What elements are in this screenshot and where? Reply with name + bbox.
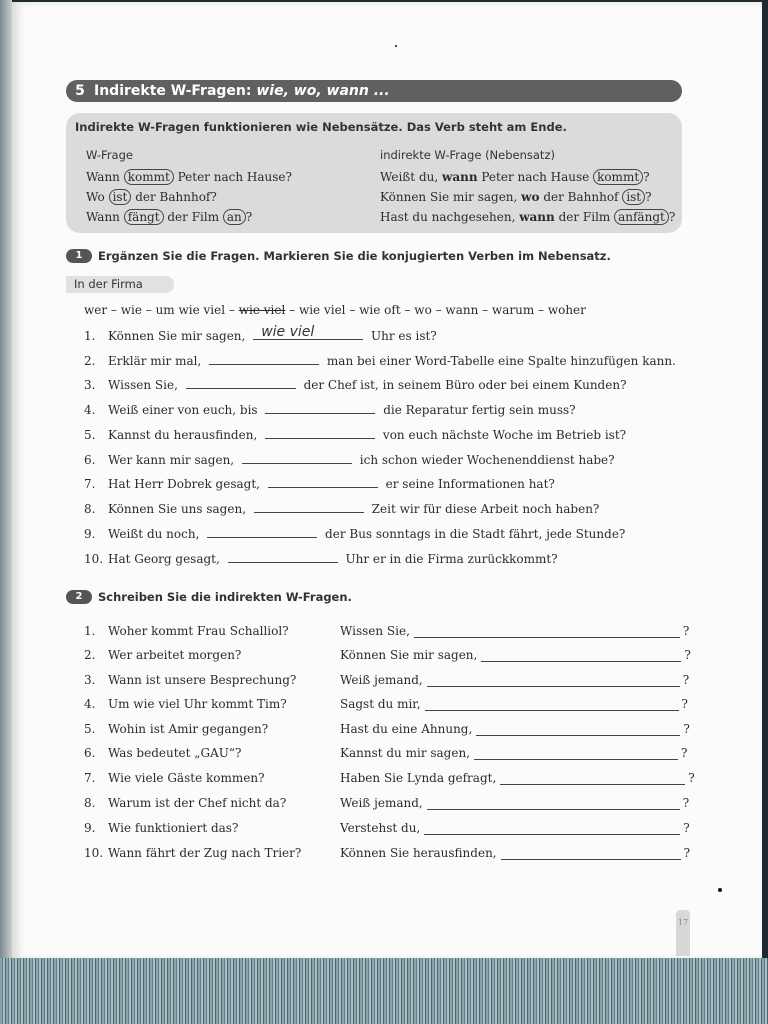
direct-question-item: 9. Wie funktioniert das? (84, 821, 239, 835)
direct-question-item: 2. Wer arbeitet morgen? (84, 648, 242, 662)
answer-row: Sagst du mir, ? (340, 697, 688, 711)
direct-question: Wann fängt der Film an ? (86, 210, 253, 224)
page-number: 17 (676, 910, 690, 956)
answer-row: Weiß jemand, ? (340, 796, 690, 810)
used-word: wie viel (238, 303, 286, 317)
direct-question-item: 1. Woher kommt Frau Schalliol? (84, 624, 289, 638)
page-edge (0, 0, 12, 958)
list-item: 2. Erklär mir mal, man bei einer Word-Tabelle eine Spalte hinzufügen kann. (84, 354, 676, 368)
verb-circle: anfängt (614, 209, 669, 225)
verb-circle: kommt (593, 169, 643, 185)
answer-blank[interactable] (253, 324, 363, 340)
answer-line[interactable] (500, 773, 685, 785)
answer-row: Kannst du mir sagen, ? (340, 746, 688, 760)
answer-blank[interactable] (186, 377, 296, 389)
direct-question-item: 5. Wohin ist Amir gegangen? (84, 722, 269, 736)
list-item: 6. Wer kann mir sagen, ich schon wieder Wochenenddienst habe? (84, 453, 615, 467)
answer-row: Hast du eine Ahnung, ? (340, 722, 690, 736)
exercise-instruction: Schreiben Sie die indirekten W-Fragen. (98, 590, 352, 604)
answer-line[interactable] (427, 798, 680, 810)
list-item: 7. Hat Herr Dobrek gesagt, er seine Informationen hat? (84, 477, 555, 491)
answer-blank[interactable] (209, 353, 319, 365)
answer-row: Haben Sie Lynda gefragt, ? (340, 771, 695, 785)
grammar-rule: Indirekte W-Fragen funktionieren wie Nebensätze. Das Verb steht am Ende. (75, 120, 567, 134)
answer-line[interactable] (501, 848, 681, 860)
list-item: 3. Wissen Sie, der Chef ist, in seinem Büro oder bei einem Kunden? (84, 378, 627, 392)
direct-question: Wo ist der Bahnhof? (86, 190, 217, 204)
particle-circle: an (223, 209, 246, 225)
answer-line[interactable] (425, 699, 679, 711)
direct-question-item: 6. Was bedeutet „GAU“? (84, 746, 242, 760)
answer-line[interactable] (476, 724, 680, 736)
answer-blank[interactable] (265, 427, 375, 439)
column-heading-indirect: indirekte W-Frage (Nebensatz) (380, 148, 555, 162)
scanner-background (0, 958, 768, 1024)
list-item: 5. Kannst du herausfinden, von euch nächste Woche im Betrieb ist? (84, 428, 627, 442)
answer-row: Verstehst du, ? (340, 821, 690, 835)
exercise-instruction: Ergänzen Sie die Fragen. Markieren Sie die konjugierten Verben im Nebensatz. (98, 249, 611, 263)
section-number: 5 (75, 83, 85, 99)
answer-line[interactable] (424, 823, 680, 835)
answer-blank[interactable] (207, 526, 317, 538)
direct-question-item: 3. Wann ist unsere Besprechung? (84, 673, 297, 687)
list-item: 9. Weißt du noch, der Bus sonntags in die Stadt fährt, jede Stunde? (84, 527, 626, 541)
answer-line[interactable] (474, 748, 678, 760)
list-item: 4. Weiß einer von euch, bis die Reparatur fertig sein muss? (84, 403, 576, 417)
exercise-number-badge: 2 (66, 590, 92, 604)
section-header (66, 80, 682, 102)
answer-line[interactable] (414, 626, 680, 638)
indirect-question: Weißt du, wann Peter nach Hause kommt ? (380, 170, 650, 184)
indirect-question: Hast du nachgesehen, wann der Film anfängt ? (380, 210, 676, 224)
verb-circle: kommt (124, 169, 174, 185)
answer-row: Wissen Sie, ? (340, 624, 690, 638)
answer-row: Können Sie mir sagen, ? (340, 648, 691, 662)
word-bank: wer – wie – um wie viel – wie viel – wie viel – wie oft – wo – wann – warum – woher (84, 303, 586, 317)
direct-question-item: 7. Wie viele Gäste kommen? (84, 771, 265, 785)
answer-row: Können Sie herausfinden, ? (340, 846, 691, 860)
verb-circle: ist (109, 189, 132, 205)
grammar-info-box (66, 113, 682, 233)
answer-row: Weiß jemand, ? (340, 673, 690, 687)
exercise-2-heading (66, 590, 352, 604)
direct-question-item: 10. Wann fährt der Zug nach Trier? (84, 846, 302, 860)
verb-circle: ist (622, 189, 645, 205)
answer-blank[interactable] (265, 402, 375, 414)
exercise-number-badge: 1 (66, 249, 92, 263)
direct-question-item: 8. Warum ist der Chef nicht da? (84, 796, 287, 810)
answer-blank[interactable] (242, 452, 352, 464)
list-item: 1. Können Sie mir sagen, wie viel Uhr es ist? (84, 324, 437, 343)
list-item: 8. Können Sie uns sagen, Zeit wir für diese Arbeit noch haben? (84, 502, 600, 516)
exercise-1-heading (66, 249, 611, 263)
speck-mark (395, 45, 397, 47)
answer-line[interactable] (481, 650, 681, 662)
topic-label: In der Firma (66, 276, 174, 293)
answer-blank[interactable] (228, 551, 338, 563)
answer-blank[interactable] (268, 476, 378, 488)
verb-circle: fängt (124, 209, 164, 225)
indirect-question: Können Sie mir sagen, wo der Bahnhof ist ? (380, 190, 652, 204)
direct-question: Wann kommt Peter nach Hause? (86, 170, 292, 184)
speck-mark (718, 888, 722, 892)
list-item: 10. Hat Georg gesagt, Uhr er in die Firma zurückkommt? (84, 552, 558, 566)
section-title: Indirekte W-Fragen: wie, wo, wann ... (94, 83, 390, 99)
direct-question-item: 4. Um wie viel Uhr kommt Tim? (84, 697, 287, 711)
handwritten-answer: wie viel (261, 324, 315, 340)
answer-blank[interactable] (254, 501, 364, 513)
column-heading-direct: W-Frage (86, 148, 133, 162)
answer-line[interactable] (427, 675, 680, 687)
